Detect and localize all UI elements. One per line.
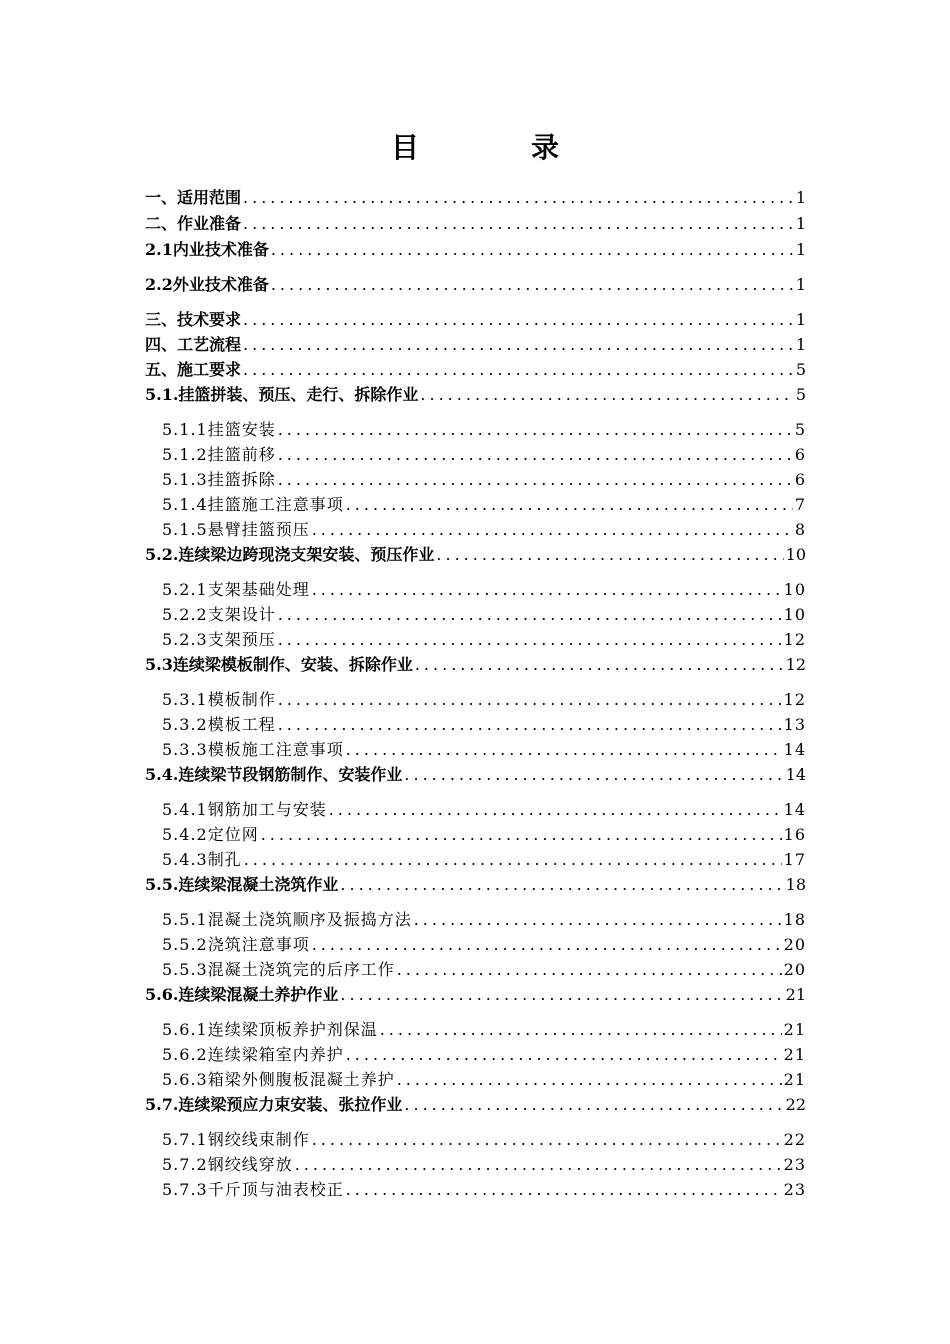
toc-entry[interactable] [162,418,806,442]
toc-entry-label: 5.5.1混凝土浇筑顺序及振捣方法 [162,910,412,929]
toc-leader-dots [278,713,782,737]
toc-entry-label: 5.5.2浇筑注意事项 [162,935,310,954]
toc-entry[interactable] [162,1043,806,1067]
toc-entry-label: 5.1.5悬臂挂篮预压 [162,520,310,539]
toc-entry-label: 5.4.3制孔 [162,850,242,869]
toc-leader-dots [346,1043,782,1067]
toc-entry-page: 23 [783,1180,806,1199]
toc-entry-label: 五、施工要求 [145,360,242,379]
toc-entry-label: 5.1.2挂篮前移 [162,445,276,464]
toc-leader-dots [380,1018,782,1042]
toc-leader-dots [312,578,782,602]
toc-leader-dots [271,238,794,262]
toc-entry-label: 5.1.挂篮拼装、预压、走行、拆除作业 [145,385,419,404]
toc-entry-label: 5.6.1连续梁顶板养护剂保温 [162,1020,378,1039]
toc-leader-dots [415,653,784,677]
toc-leader-dots [346,493,793,517]
toc-entry-page: 1 [795,214,806,233]
toc-leader-dots [243,212,794,236]
toc-entry-page: 13 [783,715,806,734]
toc-entry[interactable] [162,958,806,982]
toc-entry[interactable] [145,983,806,1007]
toc-leader-dots [243,186,794,210]
toc-entry[interactable] [162,1128,806,1152]
toc-entry[interactable] [145,543,806,567]
toc-entry-page: 6 [794,470,806,489]
toc-entry-label: 5.7.2钢绞线穿放 [162,1155,293,1174]
toc-entry-page: 5 [794,420,806,439]
toc-leader-dots [340,873,783,897]
toc-entry-label: 5.2.1支架基础处理 [162,580,310,599]
toc-entry[interactable] [145,873,806,897]
toc-entry[interactable] [162,603,806,627]
toc-entry[interactable] [162,1068,806,1092]
toc-entry[interactable] [162,823,806,847]
toc-leader-dots [436,543,783,567]
toc-leader-dots [278,418,793,442]
toc-entry-label: 四、工艺流程 [145,335,242,354]
toc-entry-page: 5 [795,360,806,379]
toc-entry-page: 6 [794,445,806,464]
toc-entry-label: 5.6.连续梁混凝土养护作业 [145,985,339,1004]
toc-entry[interactable] [145,308,806,332]
toc-entry[interactable] [162,738,806,762]
toc-entry-page: 1 [795,240,806,259]
toc-leader-dots [397,958,782,982]
toc-leader-dots [243,358,794,382]
toc-entry[interactable] [162,578,806,602]
toc-entry-label: 2.2外业技术准备 [145,275,269,294]
toc-entry-label: 二、作业准备 [145,214,242,233]
toc-entry-page: 8 [794,520,806,539]
toc-entry-label: 一、适用范围 [145,188,242,207]
toc-entry-page: 16 [783,825,806,844]
toc-entry-label: 5.2.2支架设计 [162,605,276,624]
toc-leader-dots [312,1128,782,1152]
toc-entry-label: 5.4.连续梁节段钢筋制作、安装作业 [145,765,403,784]
toc-entry-label: 5.5.3混凝土浇筑完的后序工作 [162,960,395,979]
toc-entry[interactable] [162,1018,806,1042]
toc-leader-dots [278,628,782,652]
toc-entry[interactable] [145,273,806,297]
toc-entry-page: 21 [783,1045,806,1064]
toc-entry-page: 1 [795,275,806,294]
toc-leader-dots [346,1178,782,1202]
toc-entry[interactable] [145,653,806,677]
toc-entry[interactable] [162,493,806,517]
toc-entry[interactable] [162,713,806,737]
toc-leader-dots [244,848,782,872]
toc-leader-dots [404,1093,783,1117]
toc-leader-dots [404,763,783,787]
toc-leader-dots [329,798,782,822]
toc-leader-dots [340,983,783,1007]
toc-entry-page: 1 [795,310,806,329]
toc-leader-dots [312,518,793,542]
toc-leader-dots [278,603,782,627]
toc-leader-dots [278,443,793,467]
toc-entry[interactable] [162,468,806,492]
toc-entry[interactable] [145,186,806,210]
toc-entry-page: 14 [785,765,806,784]
toc-leader-dots [346,738,782,762]
toc-leader-dots [261,823,782,847]
toc-leader-dots [312,933,782,957]
toc-entry-page: 14 [783,740,806,759]
toc-entry-label: 2.1内业技术准备 [145,240,269,259]
toc-entry-page: 12 [783,630,806,649]
toc-entry-label: 5.3.3模板施工注意事项 [162,740,344,759]
toc-leader-dots [243,333,794,357]
toc-entry-page: 1 [795,188,806,207]
toc-entry-page: 12 [785,655,806,674]
toc-entry-page: 12 [783,690,806,709]
toc-entry[interactable] [162,908,806,932]
toc-entry-label: 5.1.3挂篮拆除 [162,470,276,489]
toc-entry[interactable] [145,1093,806,1117]
toc-entry-page: 21 [785,985,806,1004]
toc-entry-label: 5.7.1钢绞线束制作 [162,1130,310,1149]
toc-entry-page: 20 [783,960,806,979]
toc-entry-label: 5.3.1模板制作 [162,690,276,709]
toc-entry-page: 17 [783,850,806,869]
toc-entry-page: 22 [783,1130,806,1149]
toc-entry-label: 5.4.1钢筋加工与安装 [162,800,327,819]
toc-entry-label: 5.6.3箱梁外侧腹板混凝土养护 [162,1070,395,1089]
toc-entry[interactable] [162,518,806,542]
toc-entry-page: 22 [785,1095,806,1114]
toc-entry[interactable] [162,1178,806,1202]
toc-entry-page: 18 [783,910,806,929]
toc-entry-page: 14 [783,800,806,819]
toc-entry-page: 5 [795,385,806,404]
toc-entry-label: 5.6.2连续梁箱室内养护 [162,1045,344,1064]
toc-entry[interactable] [145,763,806,787]
toc-entry-label: 5.1.1挂篮安装 [162,420,276,439]
toc-entry-label: 5.2.连续梁边跨现浇支架安装、预压作业 [145,545,435,564]
toc-leader-dots [397,1068,782,1092]
toc-entry[interactable] [162,688,806,712]
toc-entry[interactable] [162,1153,806,1177]
toc-entry[interactable] [145,238,806,262]
toc-leader-dots [414,908,782,932]
toc-entry-page: 7 [794,495,806,514]
toc-entry-label: 三、技术要求 [145,310,242,329]
toc-entry[interactable] [162,798,806,822]
toc-entry-page: 10 [783,605,806,624]
toc-entry-label: 5.4.2定位网 [162,825,259,844]
toc-leader-dots [278,688,782,712]
toc-leader-dots [420,383,793,407]
toc-entry-page: 20 [783,935,806,954]
toc-entry-page: 10 [785,545,806,564]
toc-entry-label: 5.5.连续梁混凝土浇筑作业 [145,875,339,894]
toc-entry[interactable] [145,333,806,357]
toc-leader-dots [295,1153,782,1177]
toc-entry[interactable] [162,443,806,467]
toc-entry[interactable] [162,628,806,652]
toc-leader-dots [271,273,794,297]
toc-entry-label: 5.3连续梁模板制作、安装、拆除作业 [145,655,413,674]
toc-entry-page: 21 [783,1020,806,1039]
page-title: 目 录 [390,131,601,164]
toc-leader-dots [278,468,793,492]
toc-entry-label: 5.3.2模板工程 [162,715,276,734]
toc-entry-page: 23 [783,1155,806,1174]
toc-entry-page: 21 [783,1070,806,1089]
toc-entry-page: 10 [783,580,806,599]
toc-entry[interactable] [162,848,806,872]
toc-entry-label: 5.7.连续梁预应力束安装、张拉作业 [145,1095,403,1114]
toc-entry-page: 18 [785,875,806,894]
toc-entry[interactable] [145,383,806,407]
toc-entry[interactable] [145,358,806,382]
toc-entry-label: 5.7.3千斤顶与油表校正 [162,1180,344,1199]
toc-entry-label: 5.1.4挂篮施工注意事项 [162,495,344,514]
toc-entry-page: 1 [795,335,806,354]
toc-entry-label: 5.2.3支架预压 [162,630,276,649]
toc-entry[interactable] [162,933,806,957]
toc-entry[interactable] [145,212,806,236]
toc-leader-dots [243,308,794,332]
